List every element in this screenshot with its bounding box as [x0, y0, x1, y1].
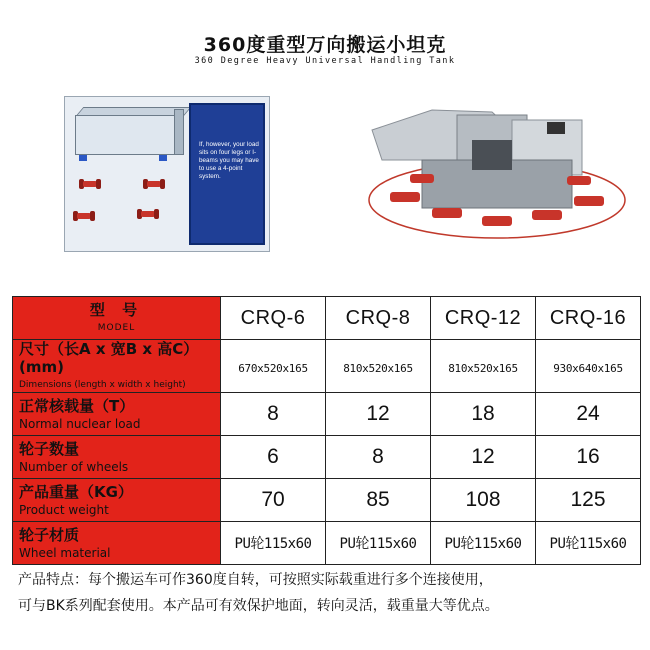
table-cell	[431, 340, 536, 393]
cell-value: 930x640x165	[553, 361, 623, 375]
row-label-cn: 轮子材质	[19, 526, 80, 544]
features-line-2: 可与BK系列配套使用。本产品可有效保护地面，转向灵活，载重量大等优点。	[18, 598, 499, 614]
table-cell	[431, 393, 536, 436]
table-cell	[431, 436, 536, 479]
row-label-cn: 产品重量（KG）	[19, 483, 133, 501]
cell-value: 16	[576, 445, 600, 468]
model-header-cell	[326, 297, 431, 340]
table-cell	[536, 436, 641, 479]
cell-value: 810x520x165	[448, 361, 518, 375]
cell-value: 670x520x165	[238, 361, 308, 375]
weight-label-cell	[13, 479, 221, 522]
table-row	[13, 340, 641, 393]
machine-on-dollies-image	[362, 100, 632, 250]
cell-value: 70	[261, 488, 285, 511]
dolly-icon	[73, 211, 95, 221]
wheels-label-cell	[13, 436, 221, 479]
model-name: CRQ-6	[240, 306, 306, 329]
model-header-cell	[536, 297, 641, 340]
model-name: CRQ-16	[549, 306, 627, 329]
table-row	[13, 522, 641, 565]
dolly-icon	[137, 209, 159, 219]
load-box-side	[174, 109, 184, 155]
table-cell	[326, 479, 431, 522]
leg-foot	[159, 155, 167, 161]
table-cell	[221, 522, 326, 565]
model-label-cell	[13, 297, 221, 340]
four-point-illustration	[64, 96, 270, 252]
model-header-cell	[431, 297, 536, 340]
model-name: CRQ-8	[345, 306, 411, 329]
row-label-en: Product weight	[19, 503, 109, 517]
table-cell	[431, 522, 536, 565]
cell-value: 125	[570, 488, 606, 511]
row-label-en: Normal nuclear load	[19, 417, 141, 431]
cell-value: PU轮115x60	[549, 536, 627, 552]
load-label-cell	[13, 393, 221, 436]
load-box	[75, 115, 175, 155]
spec-table	[12, 296, 641, 565]
features-line-1: 产品特点：每个搬运车可作360度自转，可按照实际载重进行多个连接使用，	[18, 572, 493, 588]
title-cn: 360度重型万向搬运小坦克	[203, 34, 447, 56]
table-row	[13, 393, 641, 436]
cell-value: 8	[267, 402, 279, 425]
cell-value: 12	[471, 445, 495, 468]
model-label-en: MODEL	[97, 323, 136, 333]
cell-value: PU轮115x60	[234, 536, 312, 552]
cell-value: 85	[366, 488, 390, 511]
cell-value: 810x520x165	[343, 361, 413, 375]
table-cell	[221, 436, 326, 479]
model-name: CRQ-12	[444, 306, 522, 329]
cell-value: 6	[267, 445, 279, 468]
row-label-cn: 轮子数量	[19, 440, 80, 458]
model-label-cn: 型 号	[89, 301, 144, 319]
cell-value: 18	[471, 402, 495, 425]
table-cell	[536, 479, 641, 522]
table-cell	[536, 393, 641, 436]
row-label-cn: 正常核载量（T）	[19, 397, 135, 415]
table-cell	[221, 393, 326, 436]
row-label-en: Number of wheels	[19, 460, 129, 474]
table-cell	[536, 522, 641, 565]
table-cell	[326, 436, 431, 479]
info-panel	[189, 103, 265, 245]
table-cell	[221, 479, 326, 522]
table-cell	[221, 340, 326, 393]
row-label-en: Dimensions (length x width x height)	[19, 380, 186, 390]
title-en: 360 Degree Heavy Universal Handling Tank	[194, 56, 456, 66]
cell-value: 108	[465, 488, 501, 511]
cell-value: 8	[372, 445, 384, 468]
cell-value: 24	[576, 402, 600, 425]
leg-foot	[79, 155, 87, 161]
row-label-cn: 尺寸（长A x 宽B x 高C）(mm)	[19, 340, 199, 376]
row-label-en: Wheel material	[19, 546, 111, 560]
material-label-cell	[13, 522, 221, 565]
dimensions-label-cell	[13, 340, 221, 393]
dolly-icon	[143, 179, 165, 189]
table-cell	[326, 340, 431, 393]
table-row	[13, 436, 641, 479]
cell-value: 12	[366, 402, 390, 425]
cell-value: PU轮115x60	[339, 536, 417, 552]
product-features	[18, 567, 638, 619]
table-cell	[326, 393, 431, 436]
table-cell	[536, 340, 641, 393]
table-header-row	[13, 297, 641, 340]
table-cell	[326, 522, 431, 565]
cell-value: PU轮115x60	[444, 536, 522, 552]
dolly-icon	[79, 179, 101, 189]
info-note: If, however, your load sits on four legs or I-beams you may have to use a 4-point system.	[199, 141, 259, 180]
table-row	[13, 479, 641, 522]
table-cell	[431, 479, 536, 522]
model-header-cell	[221, 297, 326, 340]
